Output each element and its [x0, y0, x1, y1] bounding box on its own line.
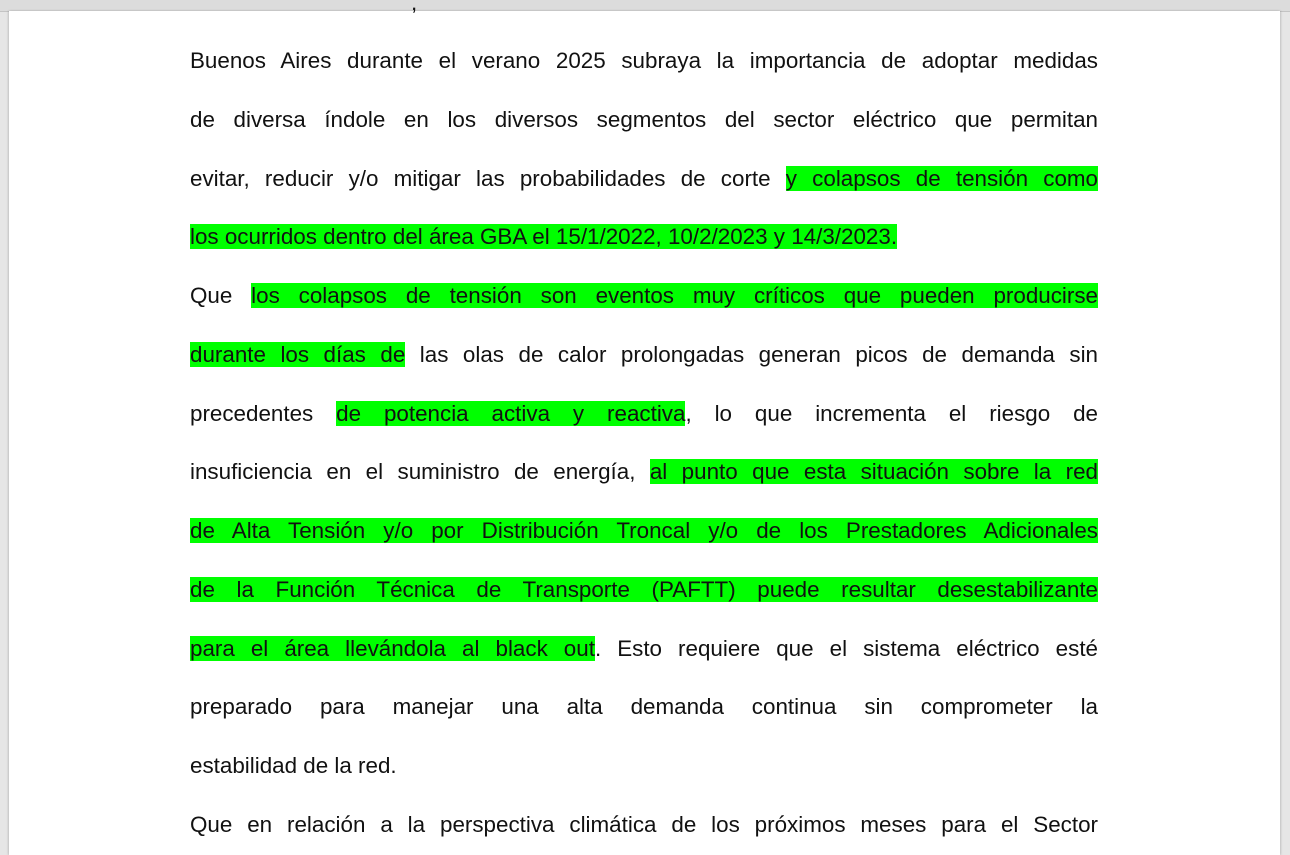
- text-run: Buenos Aires durante el verano 2025 subraya la importancia de adoptar medidas: [190, 48, 1098, 73]
- document-page[interactable]: [9, 0, 1280, 855]
- text-line: [190, 105, 1098, 135]
- highlighted-text: de potencia activa y reactiva: [336, 400, 686, 426]
- text-line: [190, 457, 1098, 487]
- text-run: preparado para manejar una alta demanda continua sin comprometer la: [190, 694, 1098, 720]
- highlighted-text: de la Función Técnica de Transporte (PAFTT) puede resultar desestabilizante: [190, 576, 1098, 602]
- highlighted-text: al punto que esta situación sobre la red: [649, 459, 1099, 485]
- text-run: precedentes: [190, 400, 337, 426]
- text-run: . Esto requiere que el sistema eléctrico esté: [594, 635, 1098, 661]
- highlighted-text: de Alta Tensión y/o por Distribución Troncal y/o de los Prestadores Adicionales: [190, 518, 1098, 543]
- text-run: las olas de calor prolongadas generan picos de demanda sin: [405, 341, 1098, 367]
- text-run: Que: [190, 283, 252, 308]
- text-run: , lo que incrementa el riesgo de: [685, 400, 1098, 426]
- text-line: [190, 692, 1098, 722]
- highlighted-text: durante los días de: [190, 341, 406, 367]
- text-run: de diversa índole en los diversos segmentos del sector eléctrico que permitan: [190, 106, 1098, 132]
- text-line: [190, 46, 1098, 76]
- text-line: [190, 281, 1098, 311]
- highlighted-text: y colapsos de tensión como: [785, 165, 1099, 191]
- text-line: [190, 575, 1098, 605]
- text-line: [190, 164, 1098, 194]
- text-line: [190, 222, 1098, 252]
- highlighted-text: los colapsos de tensión son eventos muy críticos que pueden producirse: [251, 283, 1099, 308]
- text-line: [190, 340, 1098, 370]
- highlighted-text: los ocurridos dentro del área GBA el 15/1/2022, 10/2/2023 y 14/3/2023.: [190, 224, 898, 250]
- text-line: [190, 634, 1098, 664]
- text-line: [190, 810, 1098, 840]
- text-line: [190, 399, 1098, 429]
- text-run: insuficiencia en el suministro de energía,: [190, 459, 650, 485]
- text-line: [190, 751, 1098, 781]
- text-run: evitar, reducir y/o mitigar las probabilidades de corte: [190, 165, 786, 191]
- text-run: Que en relación a la perspectiva climática de los próximos meses para el Sector: [190, 811, 1098, 837]
- text-line: [190, 516, 1098, 546]
- partial-top-line: ,: [411, 0, 418, 15]
- highlighted-text: para el área llevándola al black out: [190, 635, 595, 661]
- text-run: estabilidad de la red.: [190, 753, 397, 778]
